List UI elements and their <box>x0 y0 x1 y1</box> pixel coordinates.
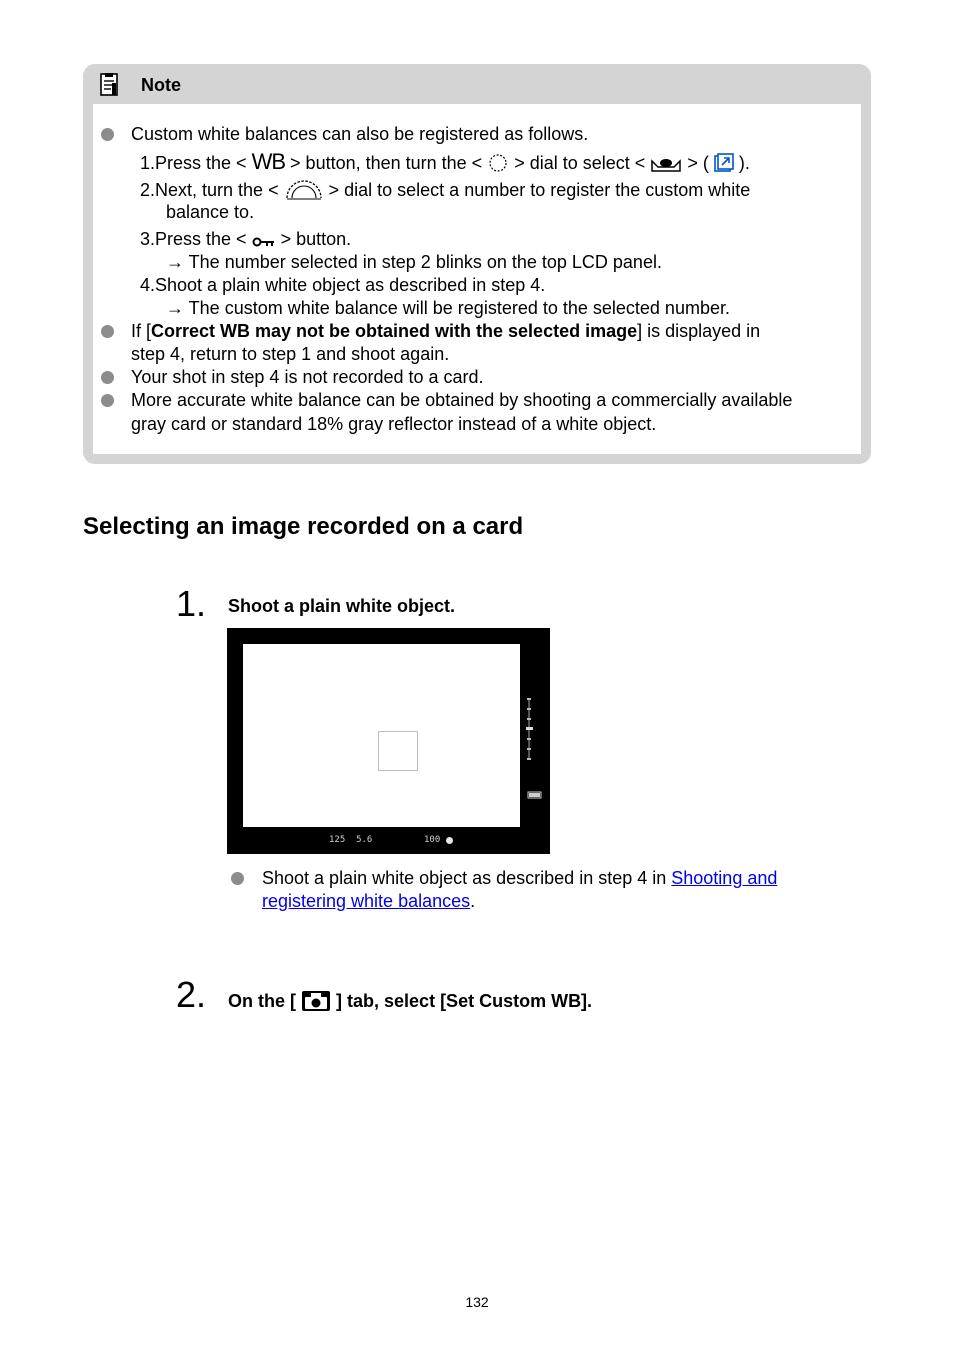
note-step-2-cont: balance to. <box>166 202 255 222</box>
link-shooting-and-registering[interactable]: Shooting and <box>671 868 778 888</box>
main-dial-icon <box>487 153 509 173</box>
note-line: If [Correct WB may not be obtained with the selected image] is displayed in <box>131 321 761 341</box>
viewfinder-illustration <box>227 628 550 854</box>
camera-tab-icon <box>301 990 331 1012</box>
step-2-title: On the [ ] tab, select [Set Custom WB]. <box>228 991 593 1011</box>
bullet-icon <box>101 128 114 141</box>
exposure-scale-icon <box>525 696 535 762</box>
wb-icon: WB <box>251 149 286 174</box>
page-number: 132 <box>465 1294 489 1310</box>
bullet-icon <box>101 325 114 338</box>
bullet-icon <box>101 394 114 407</box>
note-step-4-result: → The custom white balance will be registered to the selected number. <box>166 298 730 318</box>
note-step-3: 3.Press the < > button. <box>140 229 352 249</box>
bullet-icon <box>231 872 244 885</box>
quick-control-icon <box>714 153 734 173</box>
note-line: More accurate white balance can be obtained by shooting a commercially available <box>131 390 793 410</box>
note-content <box>93 104 861 454</box>
focus-confirmation-icon <box>446 837 453 844</box>
note-step-1: 1.Press the < WB > button, then turn the < > dial to select < > ( ). <box>140 149 750 174</box>
viewfinder-screen <box>243 644 520 827</box>
bullet-icon <box>101 371 114 384</box>
note-line: Your shot in step 4 is not recorded to a card. <box>131 367 484 387</box>
step-1-number: 1. <box>176 583 207 624</box>
step-1-instruction: Shoot a plain white object as described in step 4 in Shooting and <box>262 868 778 888</box>
note-line: step 4, return to step 1 and shoot again. <box>131 344 450 364</box>
note-line: Custom white balances can also be registered as follows. <box>131 124 589 144</box>
custom-wb-icon <box>650 153 682 173</box>
quick-control-dial-icon <box>284 178 324 200</box>
note-title: Note <box>141 75 181 95</box>
note-step-2: 2.Next, turn the < > dial to select a number to register the custom white <box>140 180 751 200</box>
link-shooting-and-registering-cont[interactable]: registering white balances <box>262 891 471 911</box>
note-line: gray card or standard 18% gray reflector instead of a white object. <box>131 414 657 434</box>
spot-metering-frame <box>378 731 418 771</box>
viewfinder-readout-iso: 100 <box>424 835 441 845</box>
note-step-3-result: → The number selected in step 2 blinks on the top LCD panel. <box>166 252 662 272</box>
note-box <box>83 64 871 464</box>
step-1-instruction-cont: registering white balances. <box>262 891 476 911</box>
note-icon <box>99 73 121 97</box>
step-1-title: Shoot a plain white object. <box>228 596 456 616</box>
section-heading: Selecting an image recorded on a card <box>83 513 524 540</box>
note-step-4: 4.Shoot a plain white object as described in step 4. <box>140 275 546 295</box>
battery-icon <box>527 791 543 799</box>
step-2-number: 2. <box>176 974 207 1015</box>
note-header <box>83 64 871 104</box>
lock-key-icon <box>252 235 276 249</box>
viewfinder-readout-shutter-aperture: 125 5.6 <box>329 835 373 845</box>
